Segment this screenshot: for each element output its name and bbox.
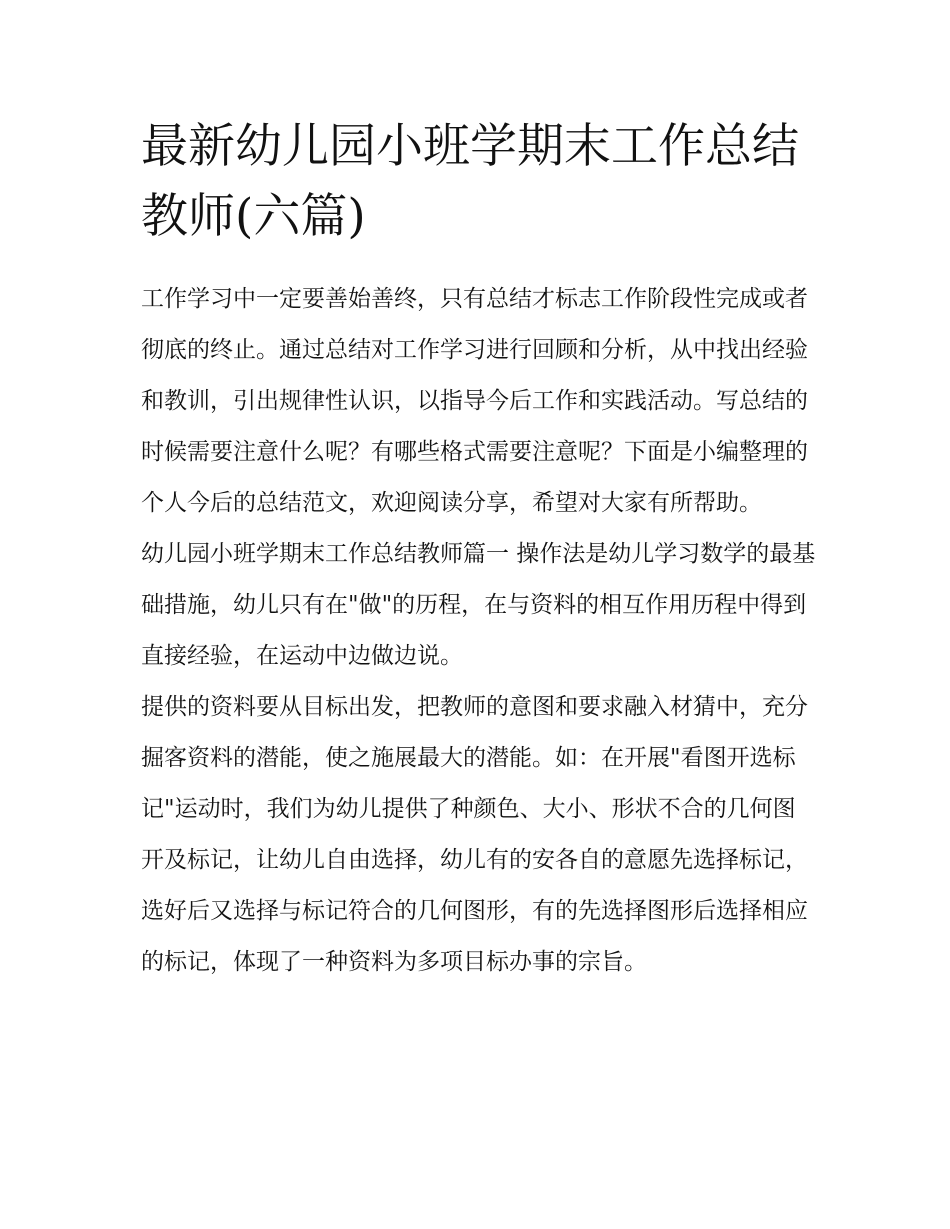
paragraph-section-one: 幼儿园小班学期末工作总结教师篇一 操作法是幼儿学习数学的最基础措施，幼儿只有在"做"的历程，在与资料的相互作用历程中得到直接经验，在运动中边做边说。 xyxy=(141,541,816,669)
document-body xyxy=(141,112,816,988)
document-title: 最新幼儿园小班学期末工作总结教师(六篇) xyxy=(141,119,799,244)
paragraph-intro: 工作学习中一定要善始善终，只有总结才标志工作阶段性完成或者彻底的终止。通过总结对工作学习进行回顾和分析，从中找出经验和教训，引出规律性认识，以指导今后工作和实践活动。写总结的时候需要注意什么呢？有哪些格式需要注意呢？下面是小编整理的个人今后的总结范文，欢迎阅读分享，希望对大家有所帮助。 xyxy=(141,286,808,516)
paragraph-materials: 提供的资料要从目标出发，把教师的意图和要求融入材猜中，充分掘客资料的潜能，使之施展最大的潜能。如：在开展"看图开选标记"运动时，我们为幼儿提供了种颜色、大小、形状不合的几何图开及标记，让幼儿自由选择，幼儿有的安各自的意愿先选择标记，选好后又选择与标记符合的几何图形，有的先选择图形后选择相应的标记，体现了一种资料为多项目标办事的宗旨。 xyxy=(141,694,808,975)
